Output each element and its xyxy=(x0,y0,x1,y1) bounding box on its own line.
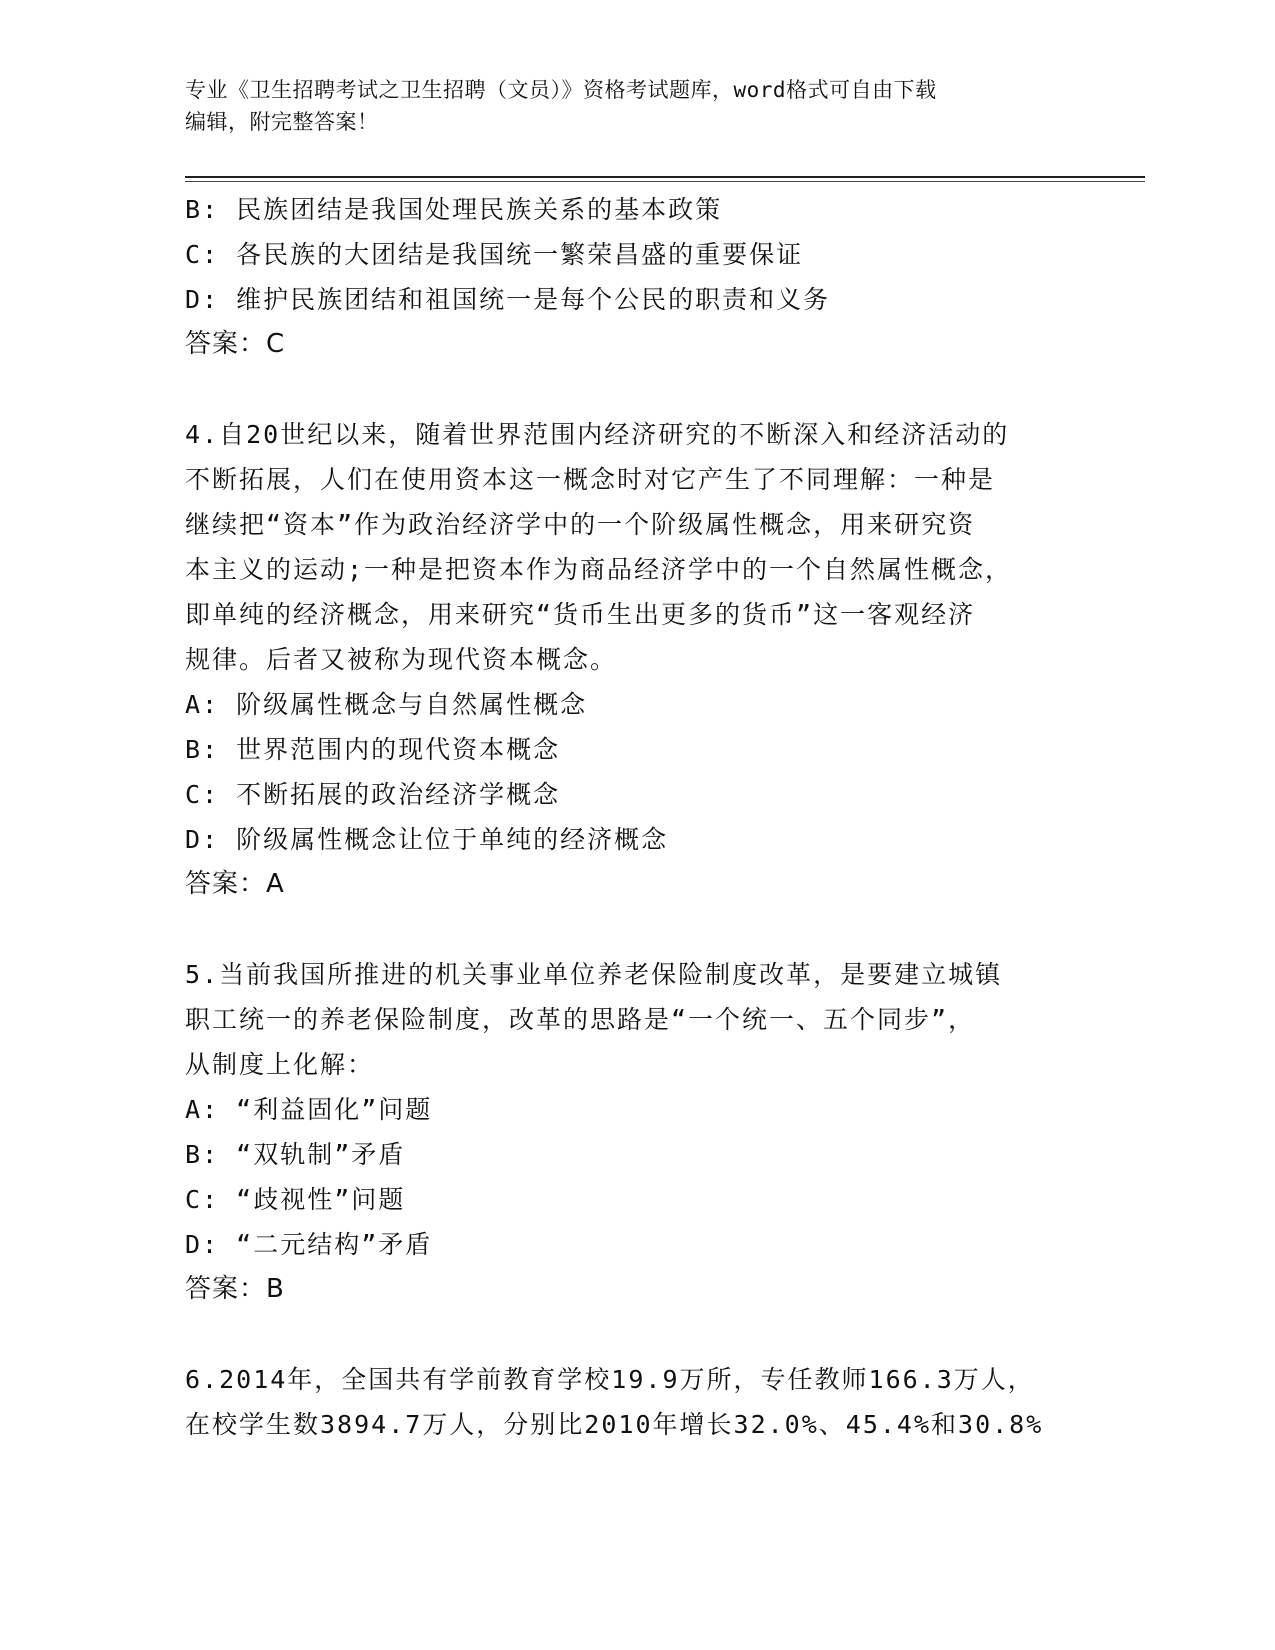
option-b: B: 民族团结是我国处理民族关系的基本政策 xyxy=(185,195,723,224)
spacer xyxy=(185,907,1085,952)
answer: 答案：C xyxy=(185,329,286,359)
option-d: D: 阶级属性概念让位于单纯的经济概念 xyxy=(185,825,669,854)
option-b: B: “双轨制”矛盾 xyxy=(185,1140,406,1169)
question-stem-line: 4.自20世纪以来，随着世界范围内经济研究的不断深入和经济活动的 xyxy=(185,420,1010,449)
header-rule-thick xyxy=(185,176,1145,178)
question-stem-line: 规律。后者又被称为现代资本概念。 xyxy=(185,645,618,674)
option-b: B: 世界范围内的现代资本概念 xyxy=(185,735,561,764)
question-stem-line: 继续把“资本”作为政治经济学中的一个阶级属性概念，用来研究资 xyxy=(185,510,976,539)
spacer xyxy=(185,367,1085,412)
option-c: C: 不断拓展的政治经济学概念 xyxy=(185,780,561,809)
header-rule-thin xyxy=(185,181,1145,182)
question-4 xyxy=(185,412,1085,907)
option-d: D: “二元结构”矛盾 xyxy=(185,1230,433,1259)
question-stem-line: 在校学生数3894.7万人，分别比2010年增长32.0%、45.4%和30.8% xyxy=(185,1410,1044,1439)
question-stem-line: 5.当前我国所推进的机关事业单位养老保险制度改革，是要建立城镇 xyxy=(185,960,1003,989)
question-5 xyxy=(185,952,1085,1312)
question-6 xyxy=(185,1357,1085,1447)
option-c: C: 各民族的大团结是我国统一繁荣昌盛的重要保证 xyxy=(185,240,804,269)
option-a: A: “利益固化”问题 xyxy=(185,1095,433,1124)
question-stem-line: 即单纯的经济概念，用来研究“货币生出更多的货币”这一客观经济 xyxy=(185,600,976,629)
question-content xyxy=(185,187,1085,1447)
option-d: D: 维护民族团结和祖国统一是每个公民的职责和义务 xyxy=(185,285,831,314)
question-stem-line: 本主义的运动;一种是把资本作为商品经济学中的一个自然属性概念， xyxy=(185,555,1013,584)
answer: 答案：B xyxy=(185,1274,285,1304)
header-line-1: 专业《卫生招聘考试之卫生招聘（文员）》资格考试题库，word格式可自由下载 xyxy=(185,78,937,102)
question-3 xyxy=(185,187,1085,367)
spacer xyxy=(185,1312,1085,1357)
header-line-2: 编辑，附完整答案！ xyxy=(185,110,379,134)
question-stem-line: 职工统一的养老保险制度，改革的思路是“一个统一、五个同步”， xyxy=(185,1005,976,1034)
answer: 答案：A xyxy=(185,869,285,899)
question-stem-line: 从制度上化解： xyxy=(185,1050,375,1079)
option-a: A: 阶级属性概念与自然属性概念 xyxy=(185,690,588,719)
option-c: C: “歧视性”问题 xyxy=(185,1185,406,1214)
page-header xyxy=(185,74,1085,138)
question-stem-line: 6.2014年，全国共有学前教育学校19.9万所，专任教师166.3万人， xyxy=(185,1365,1035,1394)
question-stem-line: 不断拓展，人们在使用资本这一概念时对它产生了不同理解：一种是 xyxy=(185,465,996,494)
